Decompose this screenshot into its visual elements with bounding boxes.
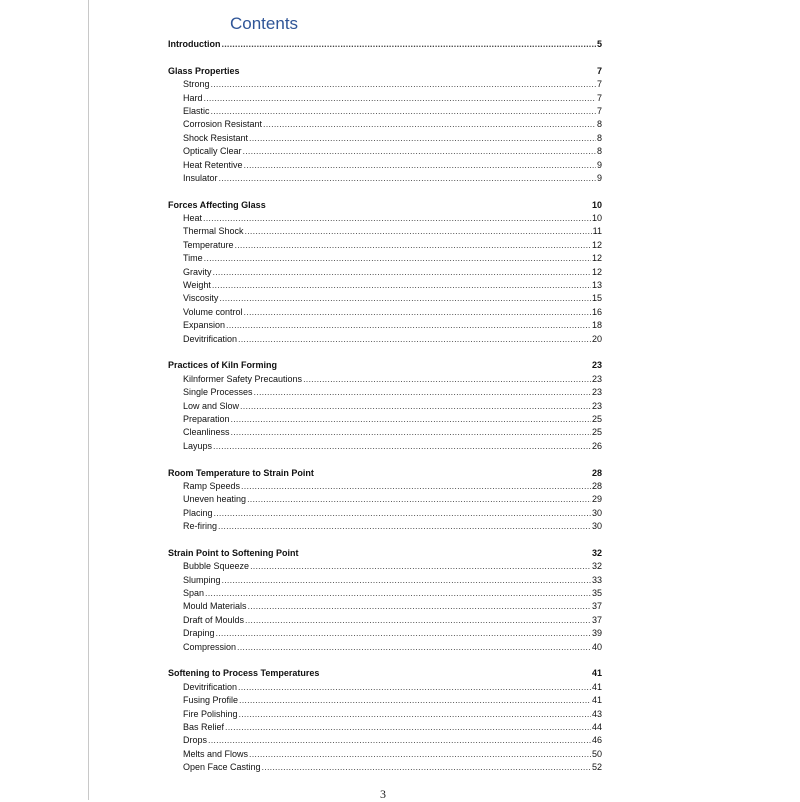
toc-entry-page: 8: [596, 132, 602, 143]
dot-leader: [239, 694, 591, 707]
toc-entry-page: 41: [591, 695, 602, 706]
toc-entry[interactable]: [168, 694, 602, 707]
dot-leader: [240, 400, 591, 413]
toc-entry[interactable]: [168, 172, 602, 185]
toc-entry-label: Compression: [183, 641, 237, 652]
toc-entry-label: Corrosion Resistant: [183, 119, 263, 130]
toc-section-page: 32: [591, 547, 602, 558]
dot-leader: [222, 574, 591, 587]
dot-leader: [247, 493, 591, 506]
toc-entry[interactable]: [168, 681, 602, 694]
toc-section-heading[interactable]: [168, 667, 602, 680]
toc-entry-label: Ramp Speeds: [183, 480, 241, 491]
toc-entry[interactable]: [168, 225, 602, 238]
toc-entry-page: 46: [591, 735, 602, 746]
toc-section-title: Glass Properties: [168, 65, 240, 76]
toc-section-heading[interactable]: [168, 467, 602, 480]
toc-entry[interactable]: [168, 78, 602, 91]
toc-entry[interactable]: [168, 560, 602, 573]
toc-section-page: 7: [596, 65, 602, 76]
toc-entry[interactable]: [168, 212, 602, 225]
toc-section-title: Forces Affecting Glass: [168, 199, 266, 210]
toc-entry[interactable]: [168, 734, 602, 747]
toc-entry-page: 44: [591, 721, 602, 732]
dot-leader: [216, 627, 591, 640]
dot-leader: [226, 319, 591, 332]
toc-entry[interactable]: [168, 132, 602, 145]
toc-section-title: Softening to Process Temperatures: [168, 668, 320, 679]
toc-entry-page: 37: [591, 601, 602, 612]
toc-entry-label: Mould Materials: [183, 601, 247, 612]
toc-entry[interactable]: [168, 507, 602, 520]
toc-entry[interactable]: [168, 92, 602, 105]
toc-entry-label: Single Processes: [183, 387, 253, 398]
toc-entry-label: Time: [183, 253, 203, 264]
toc-entry-page: 35: [591, 588, 602, 599]
dot-leader: [243, 145, 596, 158]
toc-entry[interactable]: [168, 587, 602, 600]
toc-entry-page: 5: [596, 39, 602, 49]
toc-entry-label: Re-firing: [183, 521, 218, 532]
toc-entry-label: Preparation: [183, 413, 230, 424]
toc-entry-page: 11: [592, 226, 602, 237]
toc-entry-page: 41: [591, 681, 602, 692]
toc-entry-page: 50: [591, 748, 602, 759]
toc-entry-label: Open Face Casting: [183, 762, 261, 773]
dot-leader: [238, 333, 591, 346]
toc-entry-label: Shock Resistant: [183, 132, 249, 143]
dot-leader: [213, 440, 591, 453]
dot-leader: [245, 614, 591, 627]
toc-entry-label: Devitrification: [183, 681, 238, 692]
toc-entry-page: 52: [591, 762, 602, 773]
toc-entry-page: 40: [591, 641, 602, 652]
toc-entry[interactable]: [168, 708, 602, 721]
toc-entry[interactable]: [168, 386, 602, 399]
dot-leader: [303, 373, 591, 386]
toc-entry-label: Heat Retentive: [183, 159, 243, 170]
toc-entry-label: Kilnformer Safety Precautions: [183, 373, 303, 384]
toc-section-heading[interactable]: [168, 199, 602, 212]
toc-entry[interactable]: [168, 426, 602, 439]
toc-entry-label: Expansion: [183, 320, 226, 331]
toc-entry-page: 10: [591, 213, 602, 224]
dot-leader: [211, 78, 596, 91]
toc-section-title: Practices of Kiln Forming: [168, 360, 278, 371]
toc-section-page: 28: [591, 467, 602, 478]
toc-entry[interactable]: [168, 761, 602, 774]
toc-entry-label: Low and Slow: [183, 400, 240, 411]
toc-entry-page: 15: [591, 293, 602, 304]
toc-entry-label: Optically Clear: [183, 146, 242, 157]
toc-entry-label: Strong: [183, 79, 210, 90]
toc-entry-label: Slumping: [183, 574, 221, 585]
toc-entry-page: 23: [591, 400, 602, 411]
toc-entry-page: 39: [591, 628, 602, 639]
dot-leader: [231, 426, 591, 439]
toc-entry-label: Span: [183, 588, 205, 599]
toc-entry[interactable]: [168, 306, 602, 319]
table-of-contents: [168, 38, 602, 774]
toc-entry[interactable]: [168, 574, 602, 587]
toc-entry-page: 37: [591, 614, 602, 625]
toc-entry-introduction[interactable]: [168, 38, 602, 51]
toc-entry-page: 12: [591, 239, 602, 250]
toc-section-page: 23: [591, 360, 602, 371]
toc-entry-label: Temperature: [183, 239, 234, 250]
toc-section-heading[interactable]: [168, 359, 602, 372]
toc-entry-label: Placing: [183, 507, 213, 518]
dot-leader: [238, 681, 591, 694]
dot-leader: [212, 279, 591, 292]
dot-leader: [203, 212, 591, 225]
dot-leader: [208, 734, 591, 747]
toc-entry[interactable]: [168, 721, 602, 734]
toc-title: Contents: [230, 14, 299, 33]
toc-entry-label: Insulator: [183, 172, 218, 183]
toc-entry[interactable]: [168, 373, 602, 386]
toc-entry-label: Elastic: [183, 105, 210, 116]
toc-entry-label: Gravity: [183, 266, 212, 277]
toc-entry[interactable]: [168, 493, 602, 506]
toc-entry-label: Uneven heating: [183, 494, 247, 505]
dot-leader: [205, 587, 591, 600]
toc-entry[interactable]: [168, 279, 602, 292]
dot-leader: [204, 92, 596, 105]
toc-entry-label: Bubble Squeeze: [183, 561, 250, 572]
dot-leader: [219, 172, 596, 185]
toc-entry-page: 7: [596, 92, 602, 103]
dot-leader: [244, 306, 591, 319]
toc-entry-label: Weight: [183, 280, 211, 291]
dot-leader: [235, 239, 591, 252]
toc-entry-page: 32: [591, 561, 602, 572]
toc-entry-page: 30: [591, 507, 602, 518]
toc-entry-label: Hard: [183, 92, 203, 103]
toc-entry-page: 9: [596, 172, 602, 183]
toc-entry[interactable]: [168, 159, 602, 172]
toc-entry-label: Viscosity: [183, 293, 219, 304]
toc-entry[interactable]: [168, 266, 602, 279]
dot-leader: [239, 708, 591, 721]
dot-leader: [245, 225, 592, 238]
dot-leader: [237, 641, 591, 654]
toc-entry[interactable]: [168, 252, 602, 265]
dot-leader: [211, 105, 596, 118]
toc-entry[interactable]: [168, 118, 602, 131]
toc-section-page: 41: [591, 668, 602, 679]
toc-entry-label: Draft of Moulds: [183, 614, 245, 625]
toc-entry-page: 30: [591, 521, 602, 532]
dot-leader: [248, 600, 591, 613]
dot-leader: [249, 132, 596, 145]
toc-entry-page: 43: [591, 708, 602, 719]
toc-entry-page: 7: [596, 79, 602, 90]
dot-leader: [244, 159, 596, 172]
toc-entry-label: Fire Polishing: [183, 708, 238, 719]
toc-entry-page: 25: [591, 413, 602, 424]
dot-leader: [241, 480, 591, 493]
toc-entry-label: Introduction: [168, 39, 221, 49]
toc-entry-page: 20: [591, 333, 602, 344]
toc-entry[interactable]: [168, 440, 602, 453]
dot-leader: [231, 413, 591, 426]
toc-entry-page: 12: [591, 253, 602, 264]
dot-leader: [214, 507, 591, 520]
dot-leader: [262, 761, 591, 774]
toc-entry-page: 33: [591, 574, 602, 585]
dot-leader: [213, 266, 591, 279]
toc-entry-page: 13: [591, 280, 602, 291]
toc-entry-label: Cleanliness: [183, 427, 230, 438]
toc-entry-label: Bas Relief: [183, 721, 225, 732]
dot-leader: [225, 721, 591, 734]
dot-leader: [218, 520, 591, 533]
page-edge: [88, 0, 89, 800]
toc-entry[interactable]: [168, 627, 602, 640]
toc-entry[interactable]: [168, 480, 602, 493]
toc-section-heading[interactable]: [168, 65, 602, 78]
toc-entry[interactable]: [168, 333, 602, 346]
toc-entry[interactable]: [168, 400, 602, 413]
toc-entry-label: Draping: [183, 628, 215, 639]
toc-entry[interactable]: [168, 748, 602, 761]
toc-entry[interactable]: [168, 520, 602, 533]
toc-entry-page: 26: [591, 440, 602, 451]
toc-entry-page: 23: [591, 387, 602, 398]
toc-entry-page: 16: [591, 306, 602, 317]
toc-entry-page: 28: [591, 480, 602, 491]
toc-entry-page: 29: [591, 494, 602, 505]
toc-entry-label: Thermal Shock: [183, 226, 244, 237]
toc-entry-label: Volume control: [183, 306, 243, 317]
toc-entry-page: 25: [591, 427, 602, 438]
dot-leader: [222, 38, 596, 51]
toc-entry[interactable]: [168, 105, 602, 118]
toc-entry-label: Fusing Profile: [183, 695, 239, 706]
dot-leader: [250, 560, 591, 573]
toc-entry[interactable]: [168, 319, 602, 332]
toc-entry[interactable]: [168, 145, 602, 158]
toc-entry[interactable]: [168, 413, 602, 426]
toc-entry-page: 12: [591, 266, 602, 277]
toc-section-heading[interactable]: [168, 547, 602, 560]
toc-entry-label: Layups: [183, 440, 213, 451]
toc-entry-page: 8: [596, 119, 602, 130]
toc-entry-page: 7: [596, 105, 602, 116]
dot-leader: [263, 118, 596, 131]
toc-section-title: Room Temperature to Strain Point: [168, 467, 314, 478]
toc-section-page: 10: [591, 199, 602, 210]
toc-entry[interactable]: [168, 641, 602, 654]
dot-leader: [219, 292, 591, 305]
toc-entry[interactable]: [168, 614, 602, 627]
toc-entry-label: Melts and Flows: [183, 748, 249, 759]
toc-section-title: Strain Point to Softening Point: [168, 547, 299, 558]
toc-entry-page: 23: [591, 373, 602, 384]
dot-leader: [254, 386, 591, 399]
page-number: 3: [380, 787, 386, 801]
toc-entry[interactable]: [168, 292, 602, 305]
toc-entry-label: Drops: [183, 735, 208, 746]
dot-leader: [204, 252, 591, 265]
toc-entry[interactable]: [168, 600, 602, 613]
toc-entry-page: 18: [591, 320, 602, 331]
toc-entry-label: Devitrification: [183, 333, 238, 344]
toc-entry[interactable]: [168, 239, 602, 252]
toc-entry-label: Heat: [183, 213, 203, 224]
dot-leader: [249, 748, 591, 761]
toc-entry-page: 8: [596, 146, 602, 157]
toc-entry-page: 9: [596, 159, 602, 170]
